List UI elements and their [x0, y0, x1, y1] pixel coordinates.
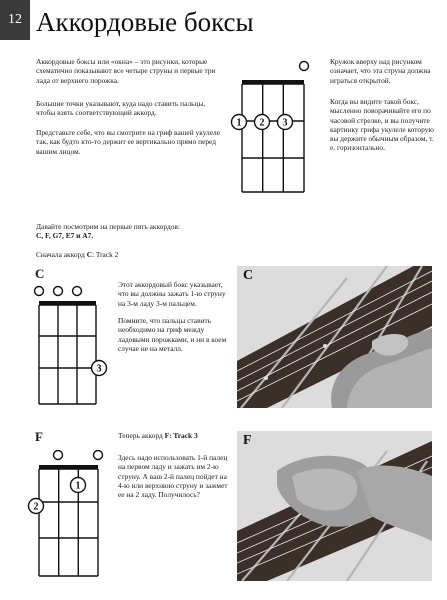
frets [242, 84, 304, 192]
page-title: Аккордовые боксы [36, 7, 254, 37]
finger-number: 1 [75, 480, 81, 492]
strings [242, 84, 304, 192]
intro-paragraph-3: Представьте себе, что вы смотрите на гриф вашей укулеле так, как будто кто-то держит ее вертикально прямо перед вашим лицом. [36, 128, 220, 156]
frets [39, 469, 98, 576]
strings [39, 305, 96, 404]
open-string-circle [300, 62, 309, 71]
finger-number: 3 [96, 363, 102, 375]
open-string-circles [54, 451, 103, 460]
intro-paragraph-5: Когда вы видите такой бокс, мысленно поворачивайте его по часовой стрелке, и вы получите картинку грифа укулеле которую вы держите обычным образом, т. е. горизонтально. [330, 97, 434, 153]
chord-c-intro: Сначала аккорд C: Track 2 [36, 250, 119, 259]
page-number: 12 [0, 0, 30, 40]
chord-c-photo-label: C [243, 268, 254, 283]
strings [39, 469, 98, 576]
open-string-circles [35, 287, 82, 296]
chord-f-photo [237, 431, 432, 581]
chord-c-photo [237, 266, 432, 408]
finger-number: 3 [282, 117, 288, 129]
chord-f-photo-label: F [243, 433, 252, 448]
chord-c-label: C [35, 266, 45, 281]
intro-paragraph-2: Большие точки указывают, куда надо ставить пальцы, чтобы взять соответствующий аккорд. [36, 99, 206, 118]
frets [39, 305, 96, 404]
example-chord-box [228, 58, 312, 194]
finger-number: 1 [236, 117, 242, 129]
chord-f-label: F [35, 429, 43, 444]
chord-f-box [26, 446, 110, 582]
chord-c-text-2: Помните, что пальцы ставить необходимо на гриф между ладовыми порожками, и ни в коем случае не на металл. [118, 316, 227, 353]
chord-f-text: Здесь надо использовать 1-й палец на первом ладу и зажать им 2-ю струну. А ваш 2-й палец пойдет на 4-ю или верхнюю струну и зажмет ее на 2 ладу. Получилось? [118, 453, 228, 500]
finger-number: 2 [259, 117, 265, 129]
intro-paragraph-1: Аккордовые боксы или «окна» – это рисунки, которые схематично показывают все четыре струны и первые три лада от верхнего порожка. [36, 57, 216, 85]
chord-c-text-1: Этот аккордовый бокс указывает, что вы должны зажать 1-ю струну на 3-м ладу 3-м пальцем. [118, 280, 226, 308]
intro-paragraph-4: Кружок вверху над рисунком означает, что эта струна должна играться открытой. [330, 57, 431, 85]
first-chords-lead: Давайте посмотрим на первые пять аккордов: C, F, G7, E7 и A7. [36, 222, 180, 241]
chord-f-intro: Теперь аккорд F: Track 3 [118, 431, 198, 440]
chord-c-box [30, 282, 114, 410]
finger-number: 2 [33, 501, 39, 513]
